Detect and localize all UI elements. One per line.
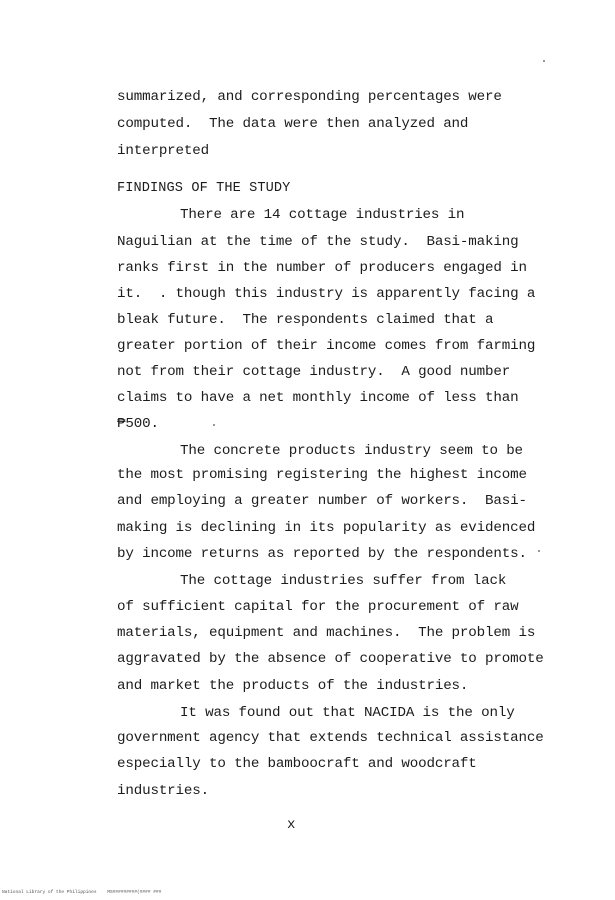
text-line: and employing a greater number of workers. Basi- (117, 493, 527, 509)
text-line: bleak future. The respondents claimed that a (117, 312, 494, 328)
archive-footer: National Library of the Philippines MS#########(#### ### (2, 890, 162, 895)
text-line: government agency that extends technical assistance (117, 730, 544, 746)
text-line: ranks first in the number of producers engaged in (117, 260, 527, 276)
text-line: Naguilian at the time of the study. Basi-making (117, 234, 519, 250)
text-line: making is declining in its popularity as evidenced (117, 520, 536, 536)
section-heading: FINDINGS OF THE STUDY (117, 181, 291, 196)
text-line: the most promising registering the highest income (117, 467, 527, 483)
text-line: by income returns as reported by the respondents. (117, 546, 527, 562)
page-number: x (287, 817, 296, 833)
text-line: of sufficient capital for the procurement of raw (117, 599, 519, 615)
text-line: summarized, and corresponding percentages were (117, 89, 502, 105)
text-line: especially to the bamboocraft and woodcraft (117, 756, 477, 772)
text-line: interpreted (117, 143, 210, 159)
text-line: it. . though this industry is apparently facing a (117, 286, 536, 302)
text-line: There are 14 cottage industries in (180, 207, 465, 223)
text-line: claims to have a net monthly income of less than (117, 390, 519, 406)
scan-speck (213, 424, 215, 426)
text-line: It was found out that NACIDA is the only (180, 705, 515, 721)
scan-speck (543, 60, 545, 62)
text-line: and market the products of the industries. (117, 678, 469, 694)
text-line: aggravated by the absence of cooperative to promote (117, 651, 544, 667)
text-line: The concrete products industry seem to be (180, 443, 523, 459)
text-line: not from their cottage industry. A good number (117, 364, 511, 380)
text-line: industries. (117, 783, 210, 799)
scan-speck (538, 550, 540, 552)
text-line: materials, equipment and machines. The problem is (117, 625, 536, 641)
text-line: ₱500. (117, 416, 159, 432)
text-line: computed. The data were then analyzed and (117, 116, 469, 132)
text-line: The cottage industries suffer from lack (180, 573, 507, 589)
text-line: greater portion of their income comes from farming (117, 338, 536, 354)
